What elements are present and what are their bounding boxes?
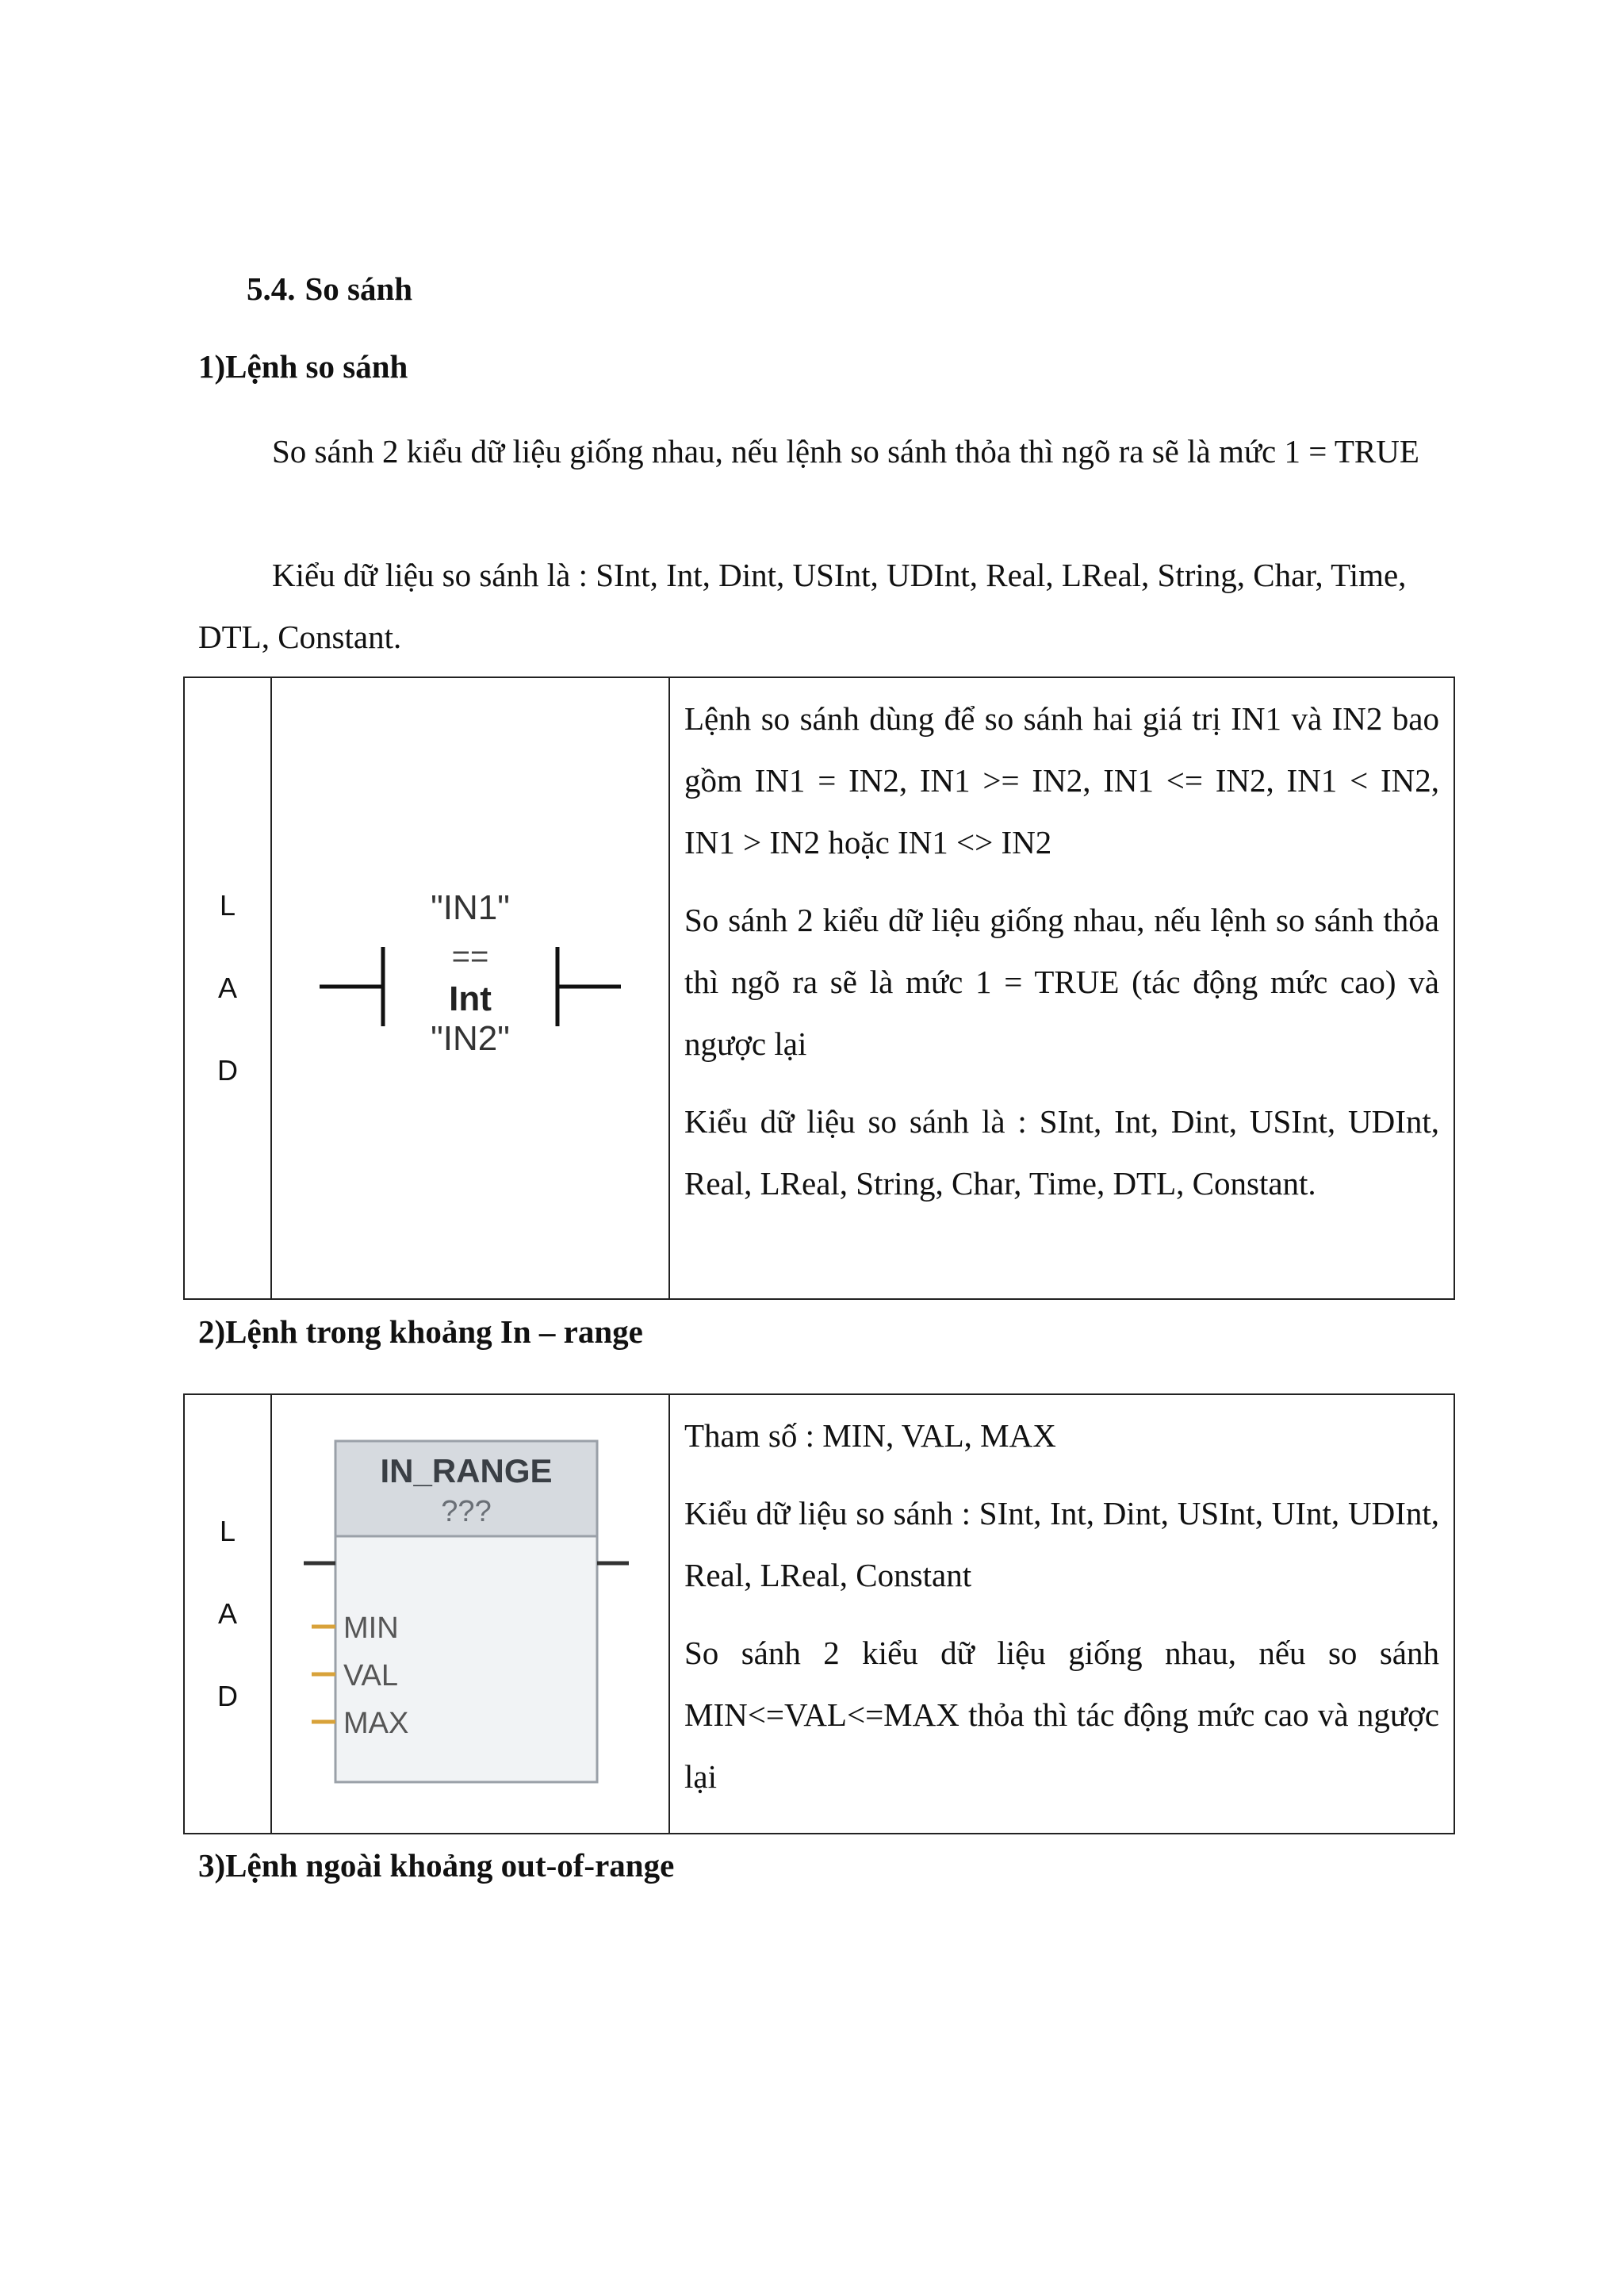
lad-letter: A <box>217 972 237 1004</box>
pin-label-min: MIN <box>343 1611 399 1645</box>
block-type: ??? <box>441 1494 492 1528</box>
intro-paragraph-1: So sánh 2 kiểu dữ liệu giống nhau, nếu lệnh so sánh thỏa thì ngõ ra sẽ là mức 1 = TRUE <box>272 433 1419 470</box>
in-range-description <box>669 1394 1454 1834</box>
lad-letter: D <box>217 1680 238 1712</box>
section-title-text: So sánh <box>304 270 413 307</box>
block-title: IN_RANGE <box>380 1451 553 1489</box>
lad-letter: L <box>219 1515 236 1547</box>
operator-label: == <box>451 938 489 974</box>
in-range-table <box>183 1393 1455 1834</box>
intro-paragraph-2: Kiểu dữ liệu so sánh là : SInt, Int, Dint, USInt, UDInt, Real, LReal, String, Char, Time, DTL, Constant. <box>198 557 1407 655</box>
lad-letter: A <box>217 1597 237 1630</box>
desc-paragraph: Lệnh so sánh dùng để so sánh hai giá trị IN1 và IN2 bao gồm IN1 = IN2, IN1 >= IN2, IN1 <= IN2, IN1 < IN2, IN1 > IN2 hoặc IN1 <> IN2 <box>684 700 1439 861</box>
desc-paragraph: Kiểu dữ liệu so sánh là : SInt, Int, Dint, USInt, UDInt, Real, LReal, String, Char, Time, DTL, Constant. <box>684 1103 1439 1202</box>
lad-letter: D <box>217 1054 238 1087</box>
operand-in2: "IN2" <box>431 1018 510 1058</box>
section-number: 5.4. <box>247 270 296 307</box>
lad-label <box>184 677 271 1299</box>
pin-label-max: MAX <box>343 1706 409 1740</box>
in-range-block-diagram <box>304 1430 637 1795</box>
section-title <box>247 270 412 308</box>
desc-paragraph: Kiểu dữ liệu so sánh : SInt, Int, Dint, USInt, UInt, UDInt, Real, LReal, Constant <box>684 1495 1439 1593</box>
lad-letter: L <box>219 889 236 922</box>
lad-label <box>184 1394 271 1834</box>
desc-paragraph: Tham số : MIN, VAL, MAX <box>684 1417 1056 1454</box>
compare-contact-diagram <box>304 860 637 1114</box>
desc-paragraph: So sánh 2 kiểu dữ liệu giống nhau, nếu so sánh MIN<=VAL<=MAX thỏa thì tác động mức cao và ngược lại <box>684 1635 1439 1795</box>
subheading-in-range: 2)Lệnh trong khoảng In – range <box>198 1313 643 1350</box>
operand-in1: "IN1" <box>431 887 510 927</box>
pin-label-val: VAL <box>343 1658 399 1692</box>
desc-paragraph: So sánh 2 kiểu dữ liệu giống nhau, nếu lệnh so sánh thỏa thì ngõ ra sẽ là mức 1 = TRUE (tác động mức cao) và ngược lại <box>684 902 1439 1062</box>
type-label: Int <box>449 979 492 1018</box>
in-range-diagram-cell <box>271 1394 669 1834</box>
compare-table <box>183 677 1455 1300</box>
subheading-out-of-range: 3)Lệnh ngoài khoảng out-of-range <box>198 1847 675 1884</box>
subheading-compare: 1)Lệnh so sánh <box>198 348 408 385</box>
compare-diagram-cell <box>271 677 669 1299</box>
compare-description <box>669 677 1454 1299</box>
